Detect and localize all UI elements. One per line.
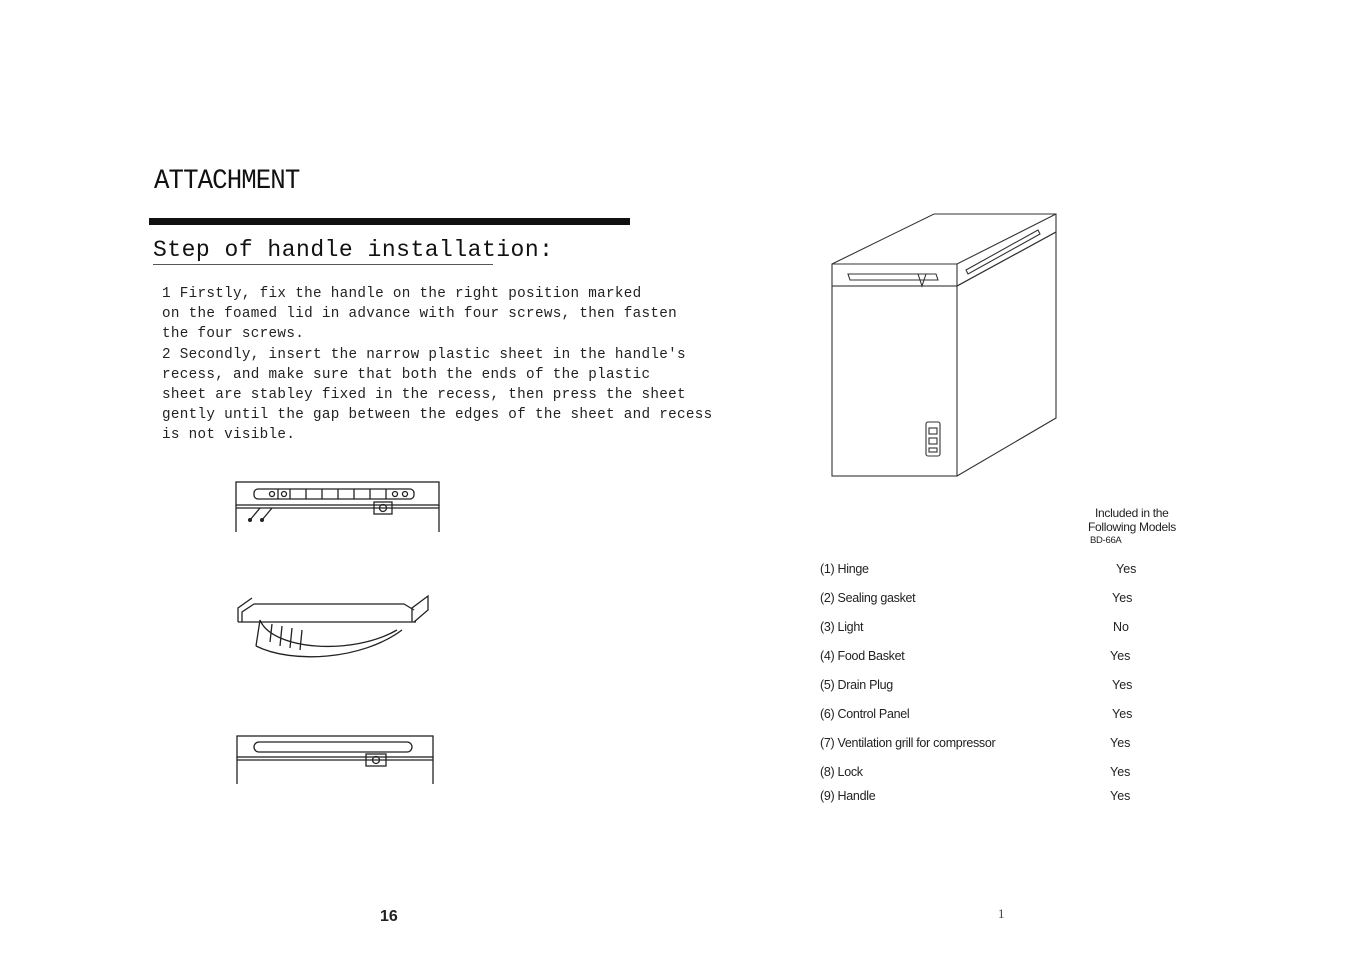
feature-value: Yes [1112,591,1133,605]
heading-divider [149,218,630,225]
table-header [1088,506,1176,548]
feature-label: (9) Handle [820,789,876,803]
subtitle-underline [153,264,493,265]
page-number-right: 1 [998,906,1005,921]
feature-label: (7) Ventilation grill for compressor [820,736,996,750]
section-subtitle: Step of handle installation: [153,237,554,263]
feature-label: (2) Sealing gasket [820,591,916,605]
feature-value: No [1113,620,1129,634]
handle-sheet-insertion-illustration [232,590,437,662]
step-line: sheet are stabley fixed in the recess, then press the sheet [162,387,686,404]
handle-finished-illustration [232,732,438,788]
table-header-line: Following Models [1088,520,1176,534]
feature-value: Yes [1110,765,1131,779]
page-number-left: 16 [380,908,398,925]
step-line: 1 Firstly, fix the handle on the right position marked [162,286,642,302]
feature-value: Yes [1110,736,1131,750]
feature-label: (1) Hinge [820,562,869,576]
feature-value: Yes [1116,562,1137,576]
model-number: BD-66A [1090,535,1122,546]
step-line: recess, and make sure that both the ends of the plastic [162,366,651,383]
feature-label: (8) Lock [820,765,863,779]
step-line: 2 Secondly, insert the narrow plastic sheet in the handle's [162,346,686,363]
installation-steps [162,284,713,446]
step-line: is not visible. [162,427,296,444]
feature-value: Yes [1110,789,1131,803]
page-title: ATTACHMENT [154,166,300,197]
step-line: the four screws. [162,326,305,343]
table-header-line: Included in the [1095,506,1169,520]
feature-value: Yes [1112,678,1133,692]
feature-label: (6) Control Panel [820,707,910,721]
step-line: on the foamed lid in advance with four screws, then fasten [162,306,678,323]
feature-label: (4) Food Basket [820,649,905,663]
feature-label: (3) Light [820,620,864,634]
step-line: gently until the gap between the edges of the sheet and recess [162,407,713,424]
feature-value: Yes [1112,707,1133,721]
chest-freezer-illustration [826,208,1060,482]
feature-value: Yes [1110,649,1131,663]
feature-label: (5) Drain Plug [820,678,893,692]
handle-screws-illustration [230,476,445,538]
